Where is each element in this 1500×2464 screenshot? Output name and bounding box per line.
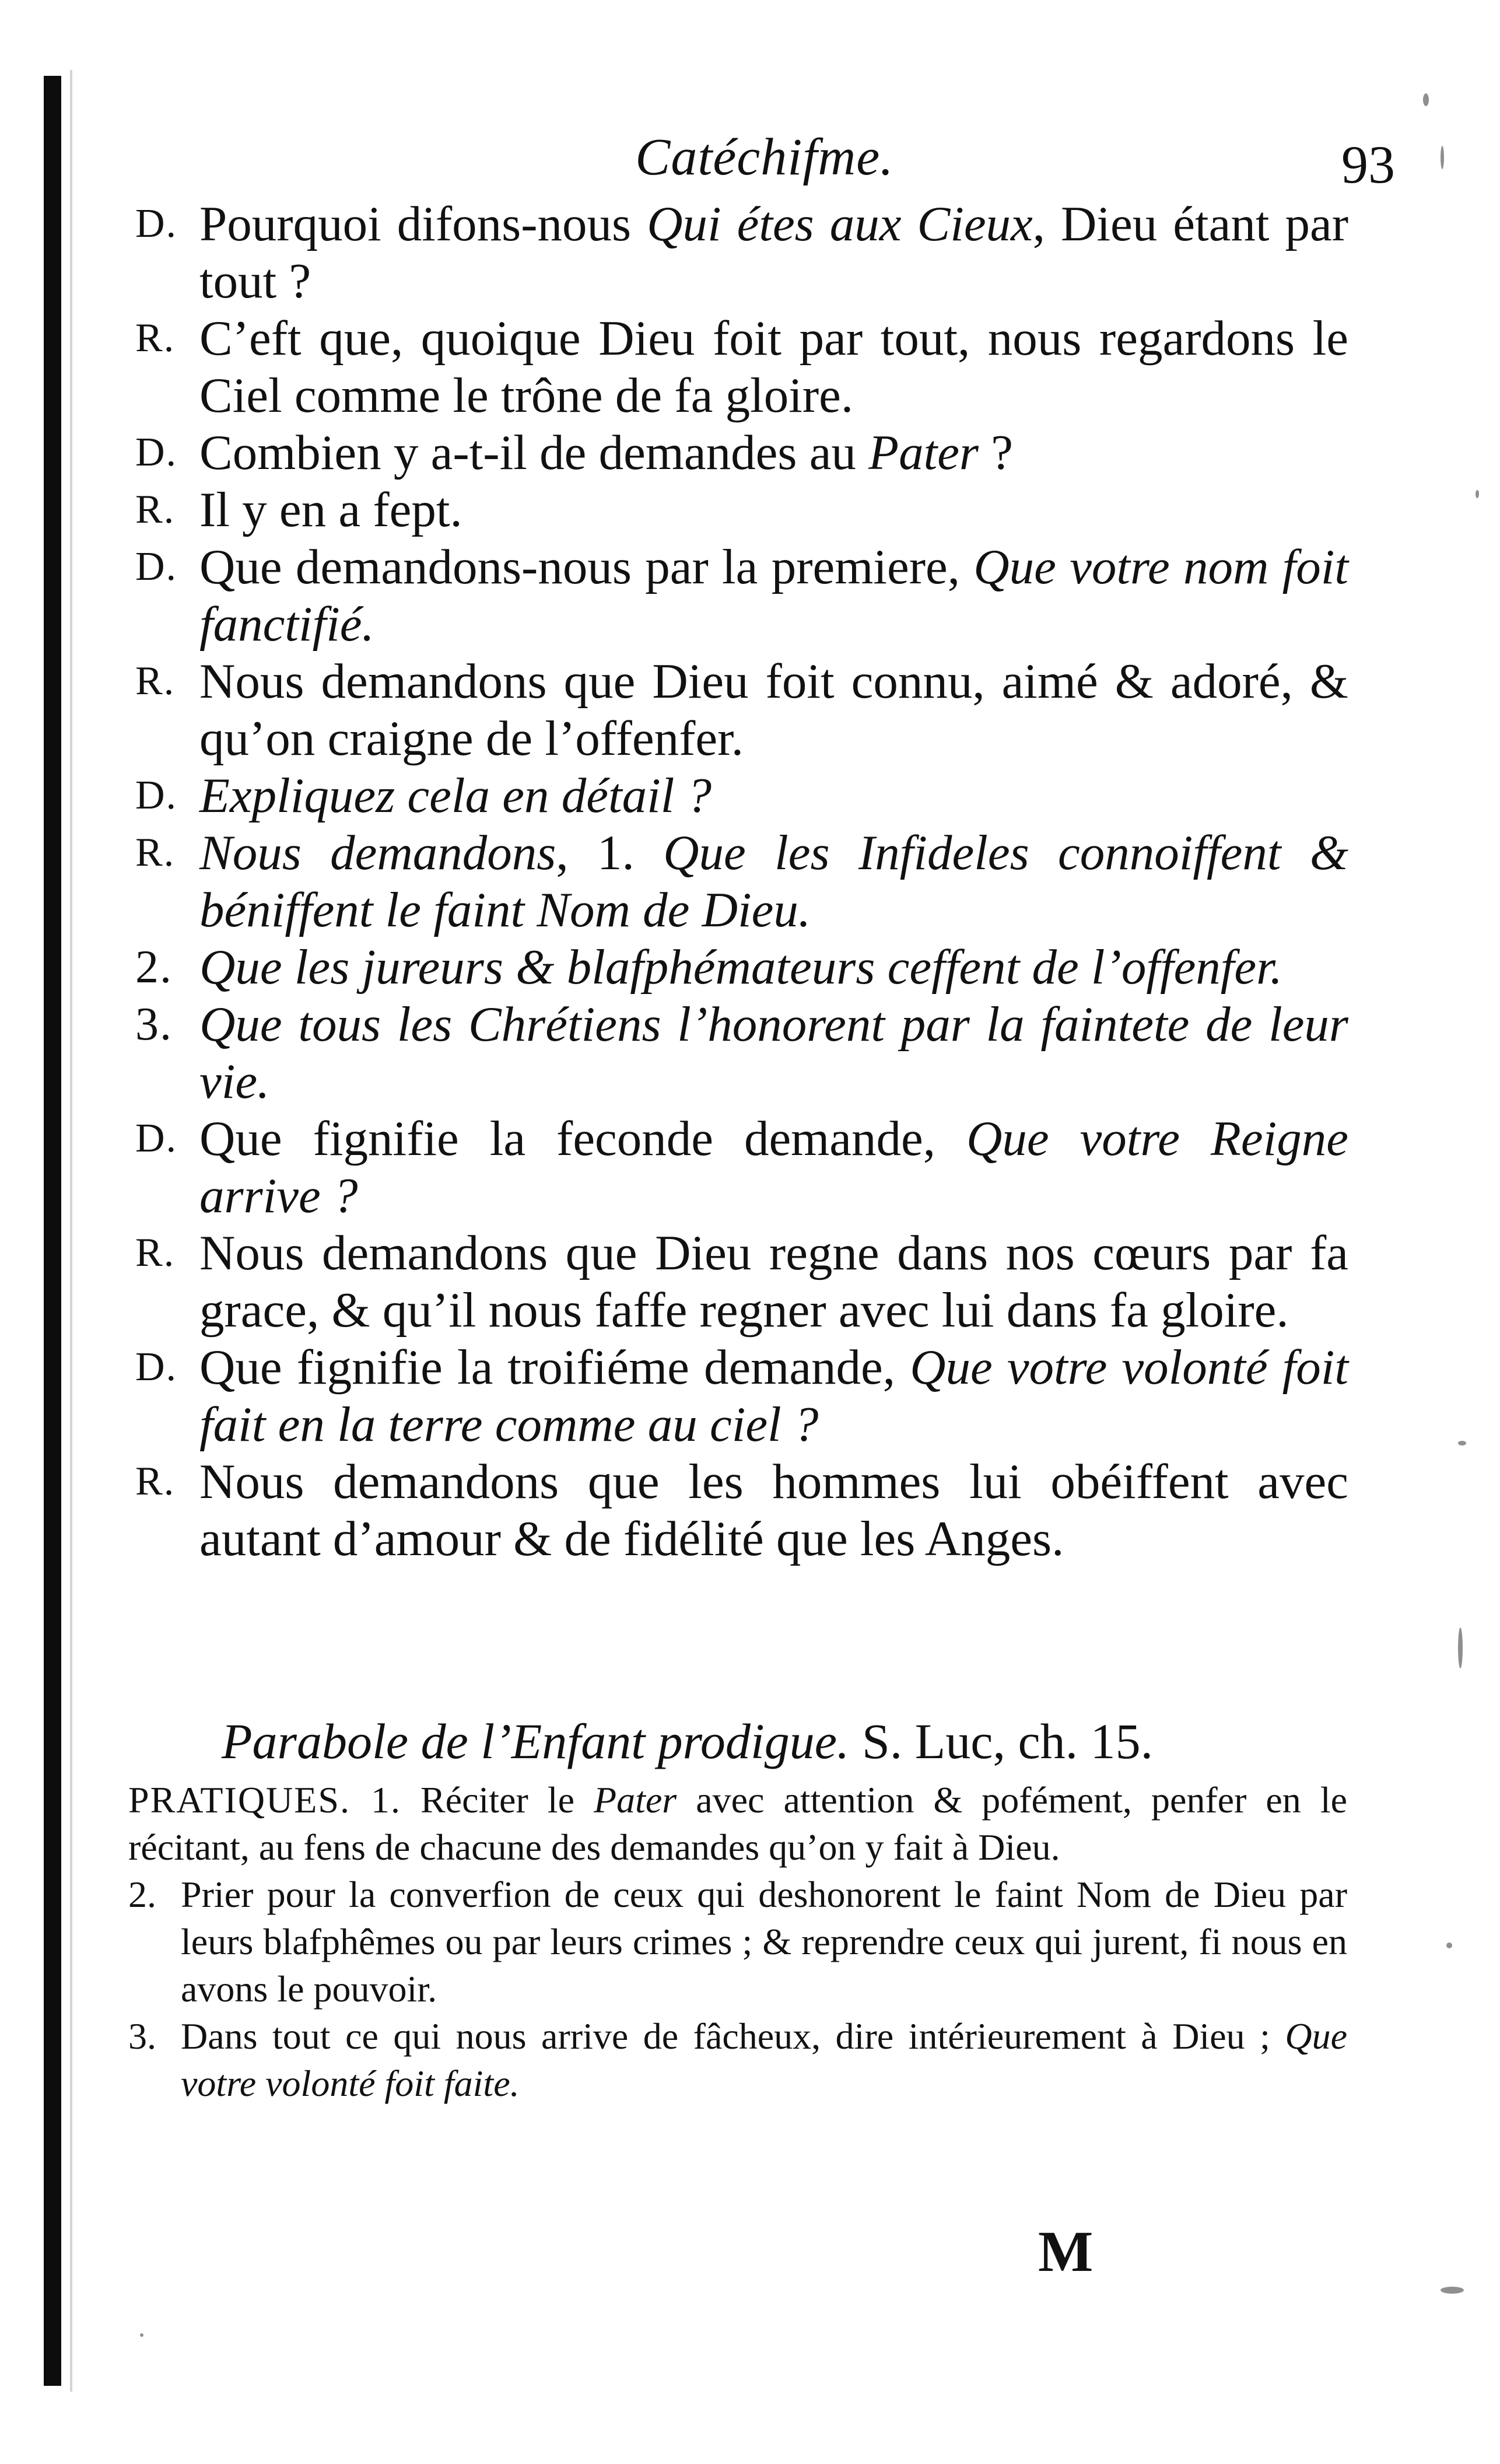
- roman-text: Nous demandons que Dieu regne dans nos cœurs par fa grace, & qu’il nous faffe regner avec lui dans fa gloire.: [199, 1226, 1348, 1338]
- question: [135, 1110, 1348, 1224]
- italic-text: Que votre nom foit fanctifié.: [199, 540, 1349, 652]
- entry-label: R.: [135, 1459, 176, 1504]
- entry-label: D.: [135, 201, 178, 246]
- roman-text: avec attention & pofément, penfer en le récitant, au fens de chacune des demandes qu’on y fait à Dieu.: [128, 1779, 1348, 1868]
- roman-text: ?: [979, 425, 1013, 480]
- page-header: [134, 125, 1395, 194]
- roman-text: Prier pour la converfion de ceux qui deshonorent le faint Nom de Dieu par leurs blafphêmes ou par leurs crimes ; & reprendre ceux qui jurent, fi nous en avons le pouvoir.: [181, 1874, 1347, 2010]
- entry-label: 2.: [135, 942, 173, 993]
- roman-text: , Dieu étant par tout ?: [199, 197, 1348, 309]
- answer: [135, 1453, 1348, 1567]
- italic-text: Que les jureurs & blafphémateurs ceffent de l’offenfer.: [199, 940, 1283, 995]
- entry-label: R.: [135, 830, 176, 875]
- entry-label: R.: [135, 487, 176, 532]
- practice-item: [128, 1776, 1347, 1871]
- answer: [135, 824, 1348, 939]
- entry-label: D.: [135, 1116, 178, 1161]
- question: [135, 538, 1348, 653]
- running-title: Catéchifme.: [635, 128, 894, 186]
- question: [135, 195, 1348, 310]
- roman-text: Pourquoi difons-nous: [199, 197, 647, 251]
- catechism-dialogue: [135, 195, 1348, 1567]
- entry-label: D.: [135, 1345, 178, 1390]
- italic-text: Pater: [594, 1779, 677, 1821]
- roman-text: Réciter le: [401, 1779, 594, 1821]
- answer: [135, 310, 1348, 424]
- answer: [135, 1224, 1348, 1339]
- italic-text: Que les Infideles connoiffent & béniffent le faint Nom de Dieu.: [199, 825, 1348, 937]
- roman-text: Que demandons-nous par la premiere,: [199, 540, 974, 594]
- roman-text: Dans tout ce qui nous arrive de fâcheux, dire intérieurement à Dieu ;: [181, 2015, 1285, 2057]
- entry-label: R.: [135, 659, 176, 704]
- italic-text: Que votre volonté foit faite.: [181, 2015, 1347, 2104]
- book-spine-shadow: [44, 76, 61, 2386]
- roman-text: Que fignifie la troifiéme demande,: [199, 1340, 910, 1395]
- practices-section: [128, 1776, 1347, 2107]
- practice-item: [128, 2013, 1347, 2107]
- roman-text: , 1.: [556, 825, 664, 880]
- italic-text: Nous demandons: [199, 825, 556, 880]
- italic-text: Que tous les Chrétiens l’honorent par la faintete de leur vie.: [199, 997, 1348, 1109]
- signature-mark: M: [1038, 2219, 1094, 2284]
- roman-text: Combien y a-t-il de demandes au: [199, 425, 869, 480]
- answer: [135, 653, 1348, 767]
- entry-label: 3.: [135, 999, 173, 1050]
- entry-label: R.: [135, 1230, 176, 1275]
- practice-label: 3.: [128, 2015, 156, 2057]
- entry-label: D.: [135, 430, 178, 475]
- parable-title: Parabole de l’Enfant prodigue.: [222, 1713, 850, 1769]
- roman-text: Il y en a fept.: [199, 482, 462, 537]
- practice-label: 2.: [128, 1874, 156, 1915]
- question: [135, 767, 1348, 824]
- italic-text: Qui étes aux Cieux: [647, 197, 1033, 251]
- roman-text: C’eft que, quoique Dieu foit par tout, nous regardons le Ciel comme le trône de fa gloire.: [199, 311, 1348, 423]
- italic-text: Que votre volonté foit fait en la terre comme au ciel ?: [199, 1340, 1349, 1452]
- numbered-point: [135, 939, 1348, 996]
- parable-citation: S. Luc, ch. 15.: [849, 1713, 1154, 1769]
- italic-text: Expliquez cela en détail ?: [199, 768, 712, 823]
- roman-text: Nous demandons que Dieu foit connu, aimé & adoré, & qu’on craigne de l’offenfer.: [199, 654, 1348, 766]
- entry-label: R.: [135, 316, 176, 360]
- italic-text: Que votre Reigne arrive ?: [199, 1111, 1348, 1223]
- parable-reference: [222, 1712, 1330, 1770]
- practice-label: PRATIQUES. 1.: [128, 1779, 401, 1821]
- page-edge: [70, 70, 72, 2392]
- numbered-point: [135, 996, 1348, 1110]
- italic-text: Pater: [868, 425, 979, 480]
- entry-label: D.: [135, 773, 178, 818]
- question: [135, 1339, 1348, 1453]
- page-number: 93: [1341, 135, 1395, 194]
- answer: [135, 481, 1348, 538]
- question: [135, 424, 1348, 481]
- roman-text: Que fignifie la feconde demande,: [199, 1111, 966, 1166]
- roman-text: Nous demandons que les hommes lui obéiffent avec autant d’amour & de fidélité que les Anges.: [199, 1454, 1348, 1566]
- entry-label: D.: [135, 544, 178, 589]
- practice-item: [128, 1871, 1347, 2013]
